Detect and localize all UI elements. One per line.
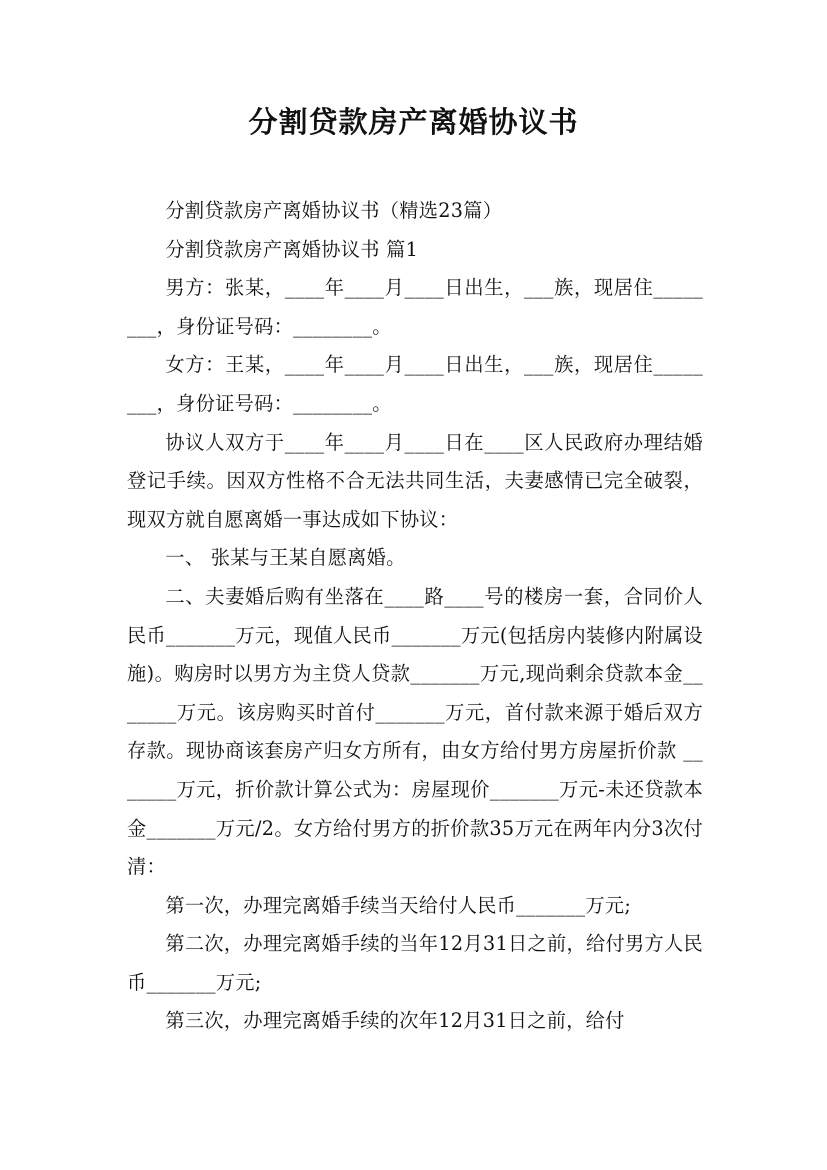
paragraph-agreement-intro: 协议人双方于____年____月____日在____区人民政府办理结婚登记手续。因双方性格不合无法共同生活，夫妻感情已完全破裂，现双方就自愿离婚一事达成如下协议： bbox=[127, 430, 703, 531]
paragraph-female-party: 女方：王某，____年____月____日出生，___族，现居住________，身份证号码：________。 bbox=[127, 353, 703, 415]
paragraph-clause-1: 一、 张某与王某自愿离婚。 bbox=[165, 546, 406, 570]
paragraph-clause-2: 二、夫妻婚后购有坐落在____路____号的楼房一套，合同价人民币_______万元，现值人民币_______万元(包括房内装修内附属设施)。购房时以男方为主贷人贷款_______万元,现尚剩余贷款本金_______万元。该房购买时首付_______万元，首付款来源于婚后双方存款。现协商该套房产归女方所有，由女方给付男方房屋折价款 _______万元，折价款计算公式为：房屋现价_______万元-未还贷款本金_______万元/2。女方给付男方的折价款35万元在两年内分3次付清： bbox=[127, 584, 703, 879]
document-body bbox=[127, 192, 703, 1041]
paragraph-subtitle: 分割贷款房产离婚协议书（精选23篇） bbox=[165, 199, 503, 222]
paragraph-section-heading: 分割贷款房产离婚协议书 篇1 bbox=[165, 237, 419, 261]
paragraph-payment-3: 第三次，办理完离婚手续的次年12月31日之前，给付 bbox=[165, 1009, 625, 1033]
paragraph-payment-1: 第一次，办理完离婚手续当天给付人民币_______万元; bbox=[165, 893, 632, 917]
document-title: 分割贷款房产离婚协议书 bbox=[248, 105, 579, 139]
paragraph-male-party: 男方：张某，____年____月____日出生，___族，现居住________，身份证号码：________。 bbox=[127, 276, 703, 338]
paragraph-payment-2: 第二次，办理完离婚手续的当年12月31日之前，给付男方人民币_______万元; bbox=[127, 932, 703, 994]
